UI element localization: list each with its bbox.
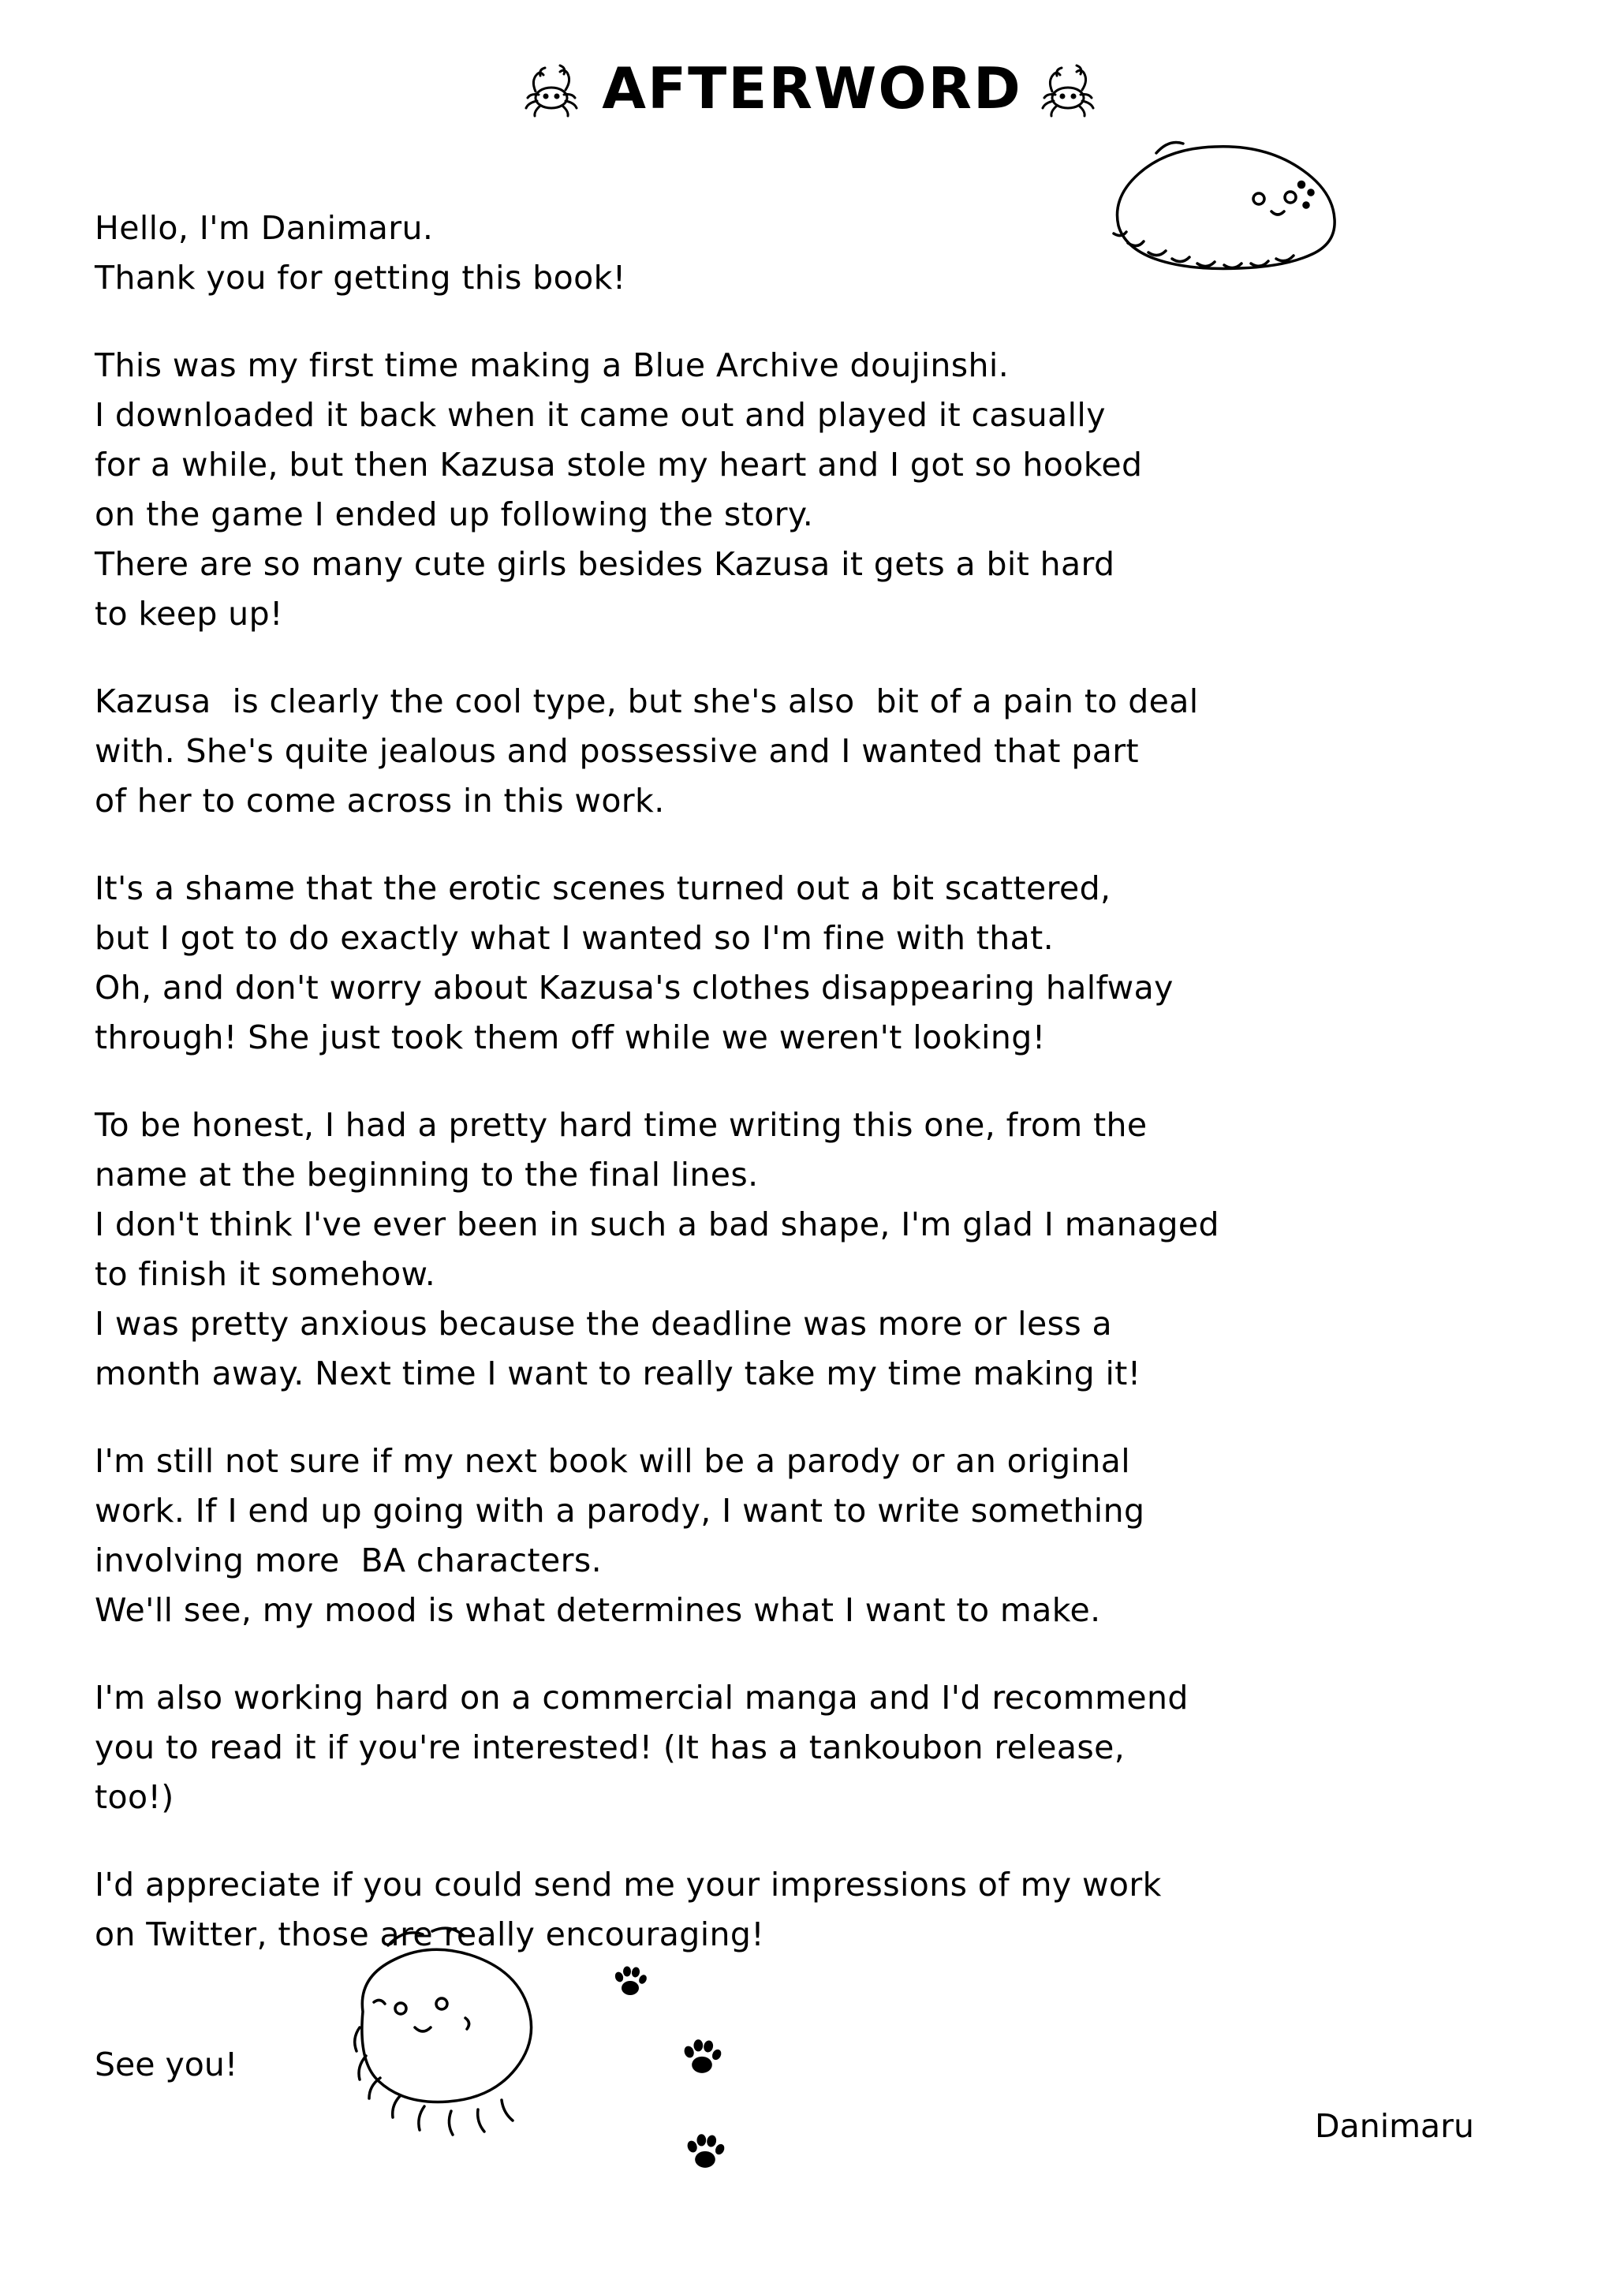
text-line: of her to come across in this work.: [95, 782, 665, 820]
text-line: for a while, but then Kazusa stole my heart and I got so hooked: [95, 446, 1143, 484]
text-line: you to read it if you're interested! (It has a tankoubon release,: [95, 1728, 1126, 1766]
paragraph-commercial-manga: [95, 1673, 1514, 1822]
text-line: Oh, and don't worry about Kazusa's clothes disappearing halfway: [95, 969, 1174, 1007]
paragraph-kazusa-personality: [95, 677, 1514, 826]
text-line: Kazusa is clearly the cool type, but she's also bit of a pain to deal: [95, 682, 1199, 720]
text-line: but I got to do exactly what I wanted so I'm fine with that.: [95, 919, 1055, 957]
paragraph-greeting: [95, 204, 1514, 303]
text-line: month away. Next time I want to really take my time making it!: [95, 1355, 1141, 1392]
text-line: work. If I end up going with a parody, I want to write something: [95, 1492, 1145, 1530]
text-line: Thank you for getting this book!: [95, 259, 626, 297]
paragraph-next-book: [95, 1437, 1514, 1635]
text-line: It's a shame that the erotic scenes turned out a bit scattered,: [95, 869, 1111, 907]
text-line: to finish it somehow.: [95, 1255, 436, 1293]
text-line: Hello, I'm Danimaru.: [95, 209, 434, 247]
crab-doodle-icon-2: [1036, 57, 1104, 120]
text-line: I downloaded it back when it came out and played it casually: [95, 396, 1106, 434]
page-title-row: [0, 57, 1624, 120]
text-line: I'm still not sure if my next book will be a parody or an original: [95, 1442, 1131, 1480]
text-line: with. She's quite jealous and possessive and I wanted that part: [95, 732, 1140, 770]
paragraph-erotic-scenes: [95, 864, 1514, 1063]
closing-text: See you!: [95, 2046, 238, 2083]
text-line: I was pretty anxious because the deadline was more or less a: [95, 1305, 1113, 1343]
text-line: This was my first time making a Blue Archive doujinshi.: [95, 346, 1010, 384]
afterword-body: [95, 204, 1514, 1997]
text-line: We'll see, my mood is what determines what I want to make.: [95, 1591, 1101, 1629]
author-signature: Danimaru: [1315, 2107, 1474, 2145]
text-line: I don't think I've ever been in such a bad shape, I'm glad I managed: [95, 1205, 1219, 1243]
text-line: There are so many cute girls besides Kazusa it gets a bit hard: [95, 545, 1115, 583]
paw-print-icon: [611, 1963, 649, 2001]
hamster-doodle-icon-2: [339, 1917, 568, 2146]
paragraph-first-doujinshi: [95, 341, 1514, 639]
text-line: name at the beginning to the final lines.: [95, 1156, 759, 1194]
text-line: I'm also working hard on a commercial manga and I'd recommend: [95, 1679, 1189, 1717]
text-line: to keep up!: [95, 595, 283, 633]
text-line: involving more BA characters.: [95, 1541, 603, 1579]
text-line: To be honest, I had a pretty hard time writing this one, from the: [95, 1106, 1148, 1144]
text-line: on the game I ended up following the story.: [95, 495, 814, 533]
text-line: too!): [95, 1778, 174, 1816]
text-line: I'd appreciate if you could send me your impressions of my work: [95, 1866, 1162, 1904]
text-line: through! She just took them off while we weren't looking!: [95, 1018, 1046, 1056]
paragraph-impressions: [95, 1860, 1514, 1960]
page-title: AFTERWORD: [602, 55, 1022, 121]
paw-print-icon-3: [683, 2130, 727, 2174]
crab-doodle-icon: [520, 57, 588, 120]
text-line: on Twitter, those are really encouraging!: [95, 1915, 765, 1953]
paw-print-icon-2: [680, 2035, 724, 2080]
paragraph-hard-time-writing: [95, 1100, 1514, 1399]
